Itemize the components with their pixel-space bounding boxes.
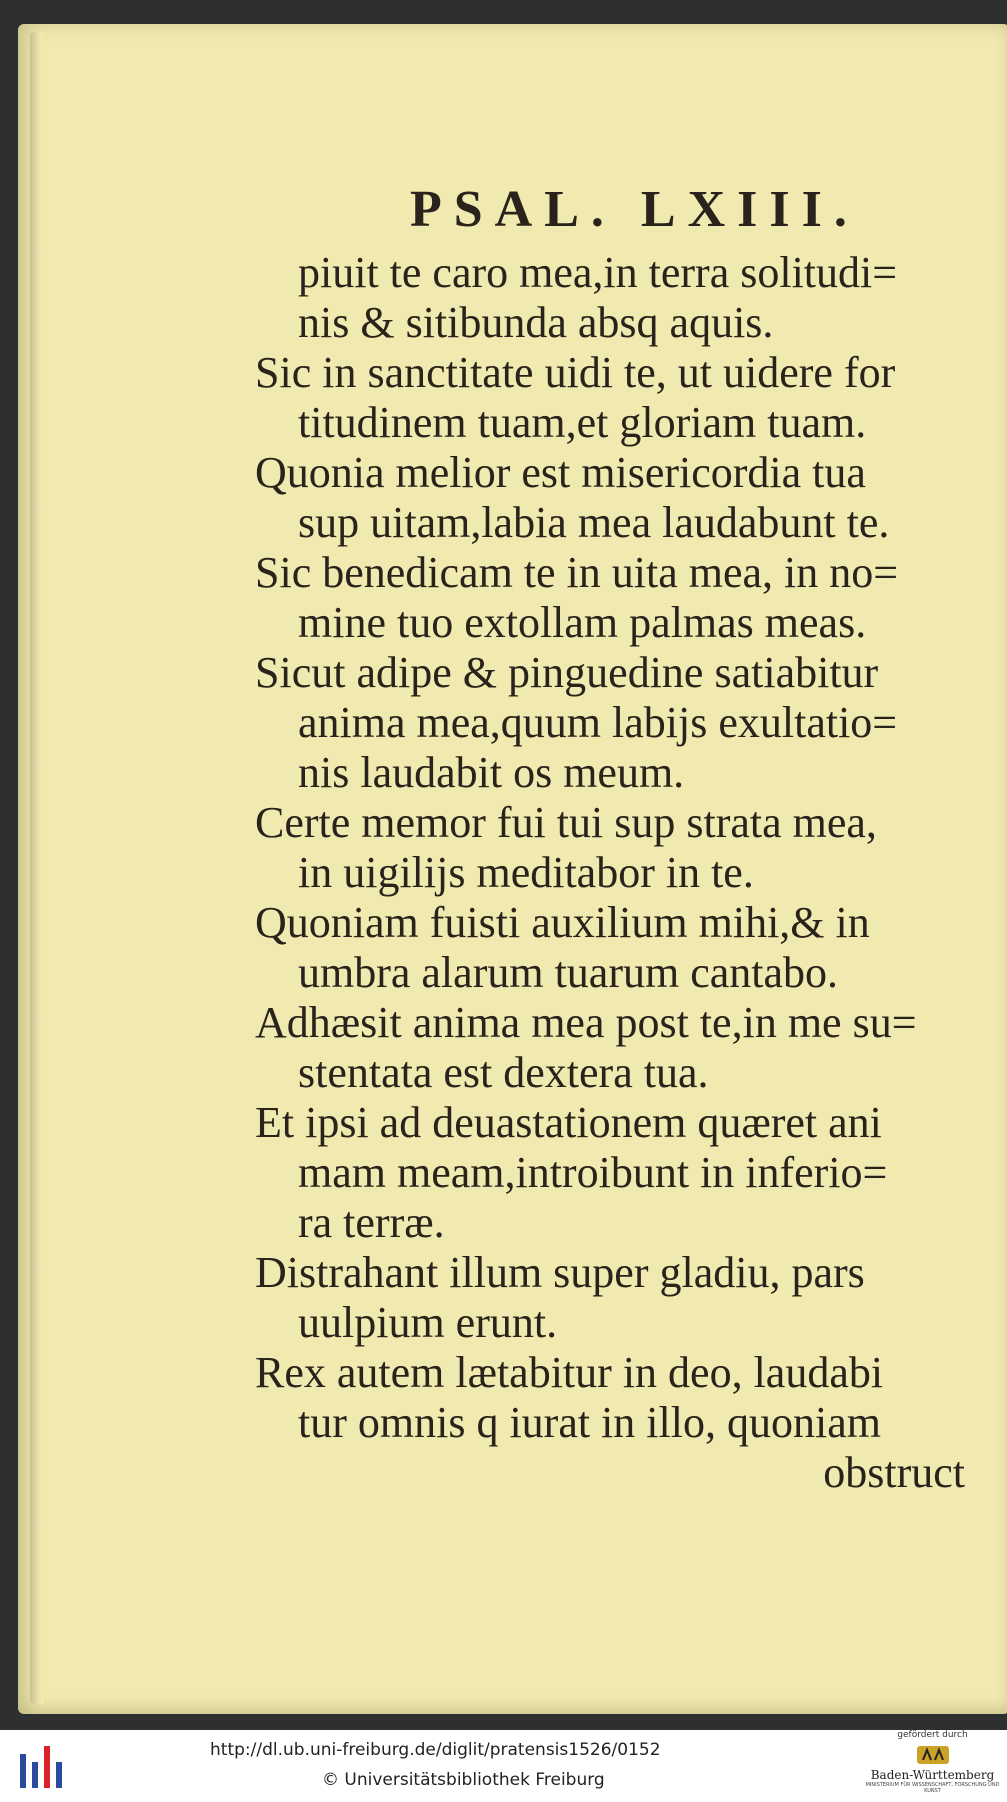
page-url-link[interactable]: http://dl.ub.uni-freiburg.de/diglit/pratensis1526/0152 [210,1740,661,1760]
running-head: PSAL. LXIII. [410,181,859,238]
verse-line: Sic benedicam te in uita mea, in no= [255,548,899,597]
page-binding-edge [30,32,44,1704]
verse-line: uulpium erunt. [298,1298,558,1347]
sponsor-state: Baden-Württemberg [870,1768,995,1782]
sponsor-label: gefördert durch [897,1730,968,1740]
viewer-footer [0,1730,1007,1802]
verse [255,798,995,898]
verse-line: nis & sitibunda absq aquis. [298,298,774,347]
verse-line: Distrahant illum super gladiu, pars [255,1248,865,1297]
verse-line: piuit te caro mea,in terra solitudi= [298,248,898,297]
verse-line: Sicut adipe & pinguedine satiabitur [255,648,879,697]
ub-freiburg-logo-icon[interactable] [18,1740,70,1792]
verse-line: stentata est dextera tua. [298,1048,709,1097]
verse [255,448,995,548]
verse [255,648,995,798]
copyright-text: © Universitätsbibliothek Freiburg [322,1770,605,1790]
verse-line: Rex autem lætabitur in deo, laudabi [255,1348,884,1397]
verse-line: mam meam,introibunt in inferio= [298,1148,888,1197]
sponsor-ministry: MINISTERIUM FÜR WISSENSCHAFT, FORSCHUNG UND KUNST [865,1782,1000,1794]
verse-line: nis laudabit os meum. [298,748,685,797]
psalm-text [255,248,995,1498]
verse-line: Adhæsit anima mea post te,in me su= [255,998,917,1047]
verse-line: umbra alarum tuarum cantabo. [298,948,839,997]
verse [255,1098,995,1248]
verse [255,1248,995,1348]
verse [255,998,995,1098]
state-crest-icon [913,1744,953,1766]
verse-line: Sic in sanctitate uidi te, ut uidere for [255,348,896,397]
verse-line: Certe memor fui tui sup strata mea, [255,798,877,847]
verse-line: Quonia melior est misericordia tua [255,448,866,497]
verse-line: titudinem tuam,et gloriam tuam. [298,398,867,447]
verse-line: tur omnis q iurat in illo, quoniam [298,1398,881,1447]
verse-line: Et ipsi ad deuastationem quæret ani [255,1098,882,1147]
verse-line: anima mea,quum labijs exultatio= [298,698,898,747]
verse [255,248,995,348]
verse-line: ra terræ. [298,1198,445,1247]
verse-line: mine tuo extollam palmas meas. [298,598,867,647]
catchword: obstruct [823,1448,965,1497]
verse-line: in uigilijs meditabor in te. [298,848,754,897]
verse-line: Quoniam fuisti auxilium mihi,& in [255,898,870,947]
verse [255,348,995,448]
verse-line: sup uitam,labia mea laudabunt te. [298,498,890,547]
verse [255,548,995,648]
verse [255,1348,995,1448]
verse [255,898,995,998]
sponsor-block[interactable] [860,1730,1005,1802]
